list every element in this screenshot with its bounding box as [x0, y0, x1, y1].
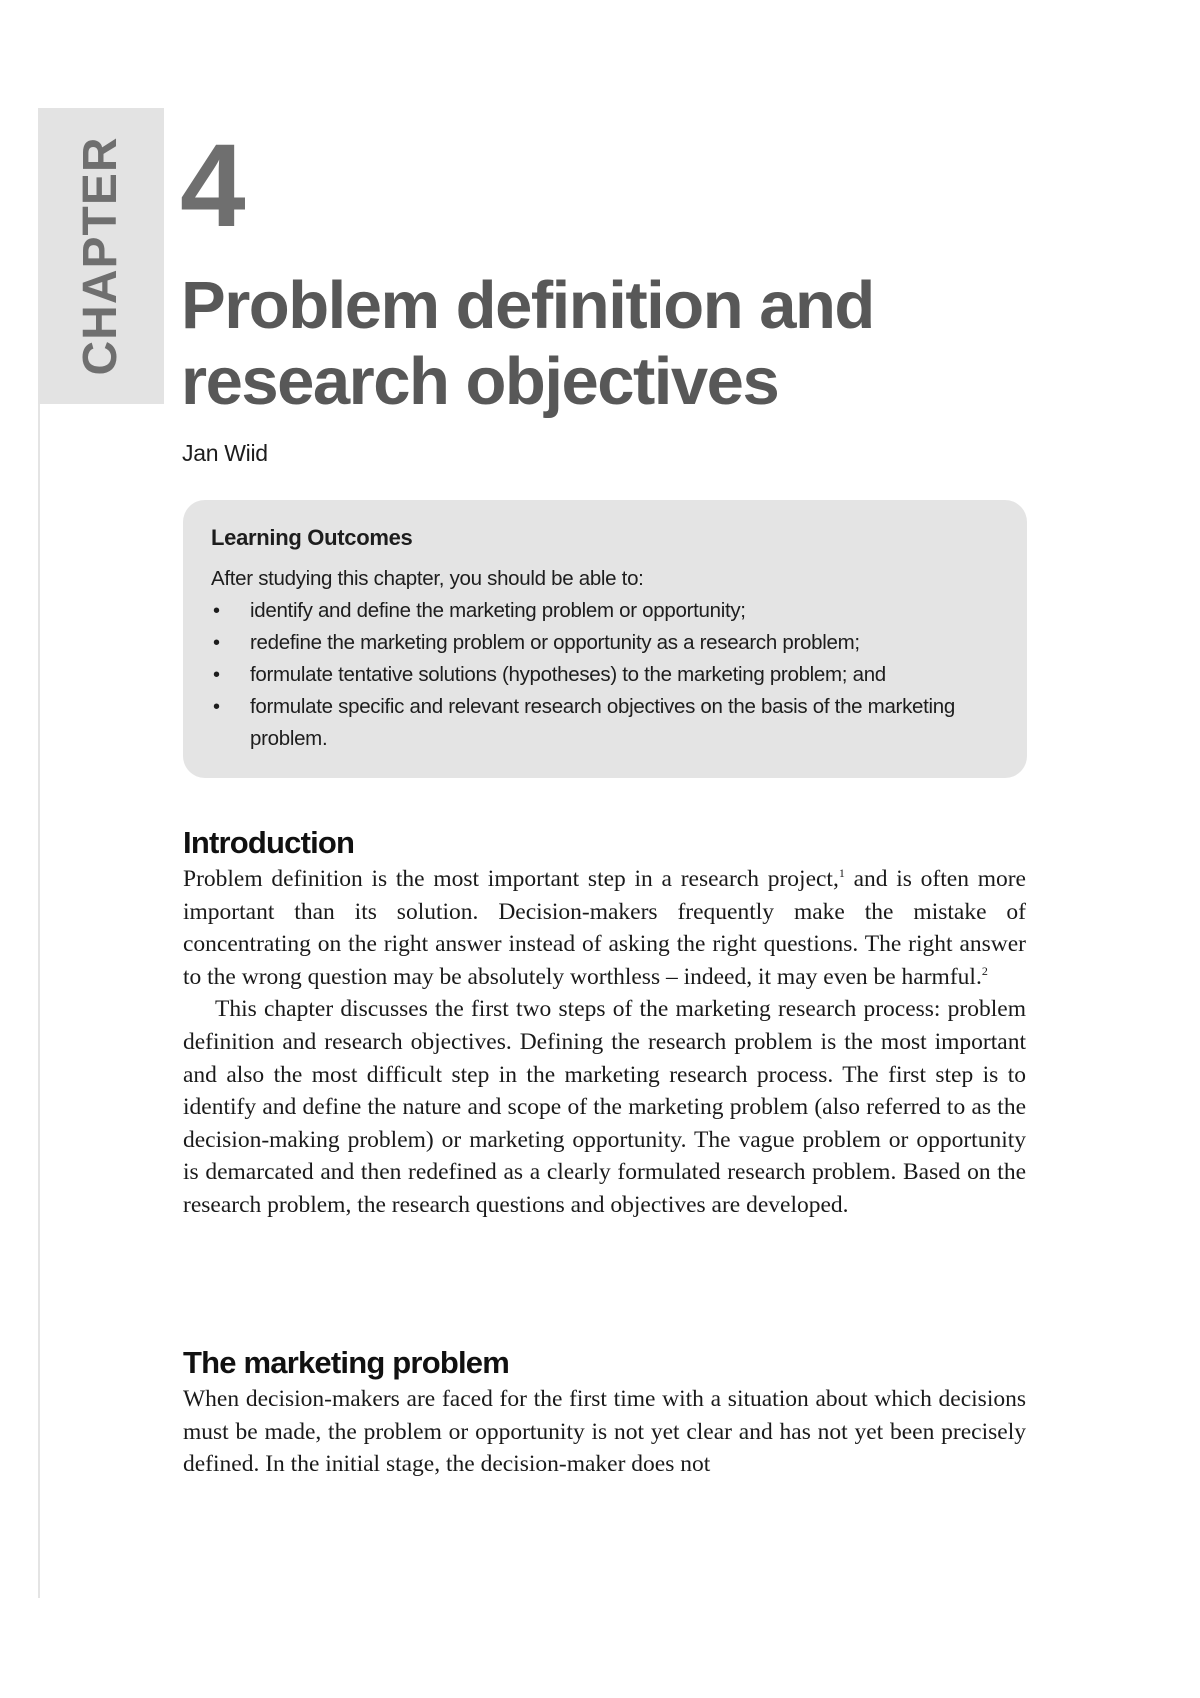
bullet-icon: • — [213, 632, 220, 654]
learning-outcomes-box — [183, 500, 1027, 778]
chapter-number: 4 — [180, 120, 244, 252]
list-item — [211, 627, 999, 659]
section-heading: Introduction — [183, 825, 355, 860]
bullet-icon: • — [213, 696, 220, 718]
marketing-problem-section — [183, 1343, 1026, 1481]
list-item — [211, 595, 999, 627]
bullet-icon: • — [213, 600, 220, 622]
introduction-section — [183, 823, 1026, 1222]
paragraph-text: Problem definition is the most important step in a research project, — [183, 866, 839, 892]
chapter-title-line: research objectives — [181, 344, 779, 419]
learning-outcomes-heading: Learning Outcomes — [211, 525, 413, 550]
learning-outcomes-intro: After studying this chapter, you should be able to: — [211, 567, 644, 590]
paragraph: This chapter discusses the first two steps of the marketing research process: problem definition and research objectives. Defining the research problem is the most important and also the most difficult step in the marketing research process. The first step is to identify and define the nature and scope of the marketing problem (also referred to as the decision-making problem) or marketing opportunity. The vague problem or opportunity is demarcated and then redefined as a clearly formulated research problem. Based on the research problem, the research questions and objectives are developed. — [183, 996, 1026, 1218]
paragraph: When decision-makers are faced for the first time with a situation about which decisions must be made, the problem or opportunity is not yet clear and has not yet been precisely defined. In the initial stage, the decision-maker does not — [183, 1386, 1026, 1478]
list-item — [211, 659, 999, 691]
author-name: Jan Wiid — [182, 440, 268, 466]
footnote-ref: 2 — [981, 963, 988, 978]
paragraph-text: and is often more important than its solution. Decision-makers frequently make the mistake of concentrating on the right answer instead of asking the right questions. The right answer to the wrong question may be absolutely worthless – indeed, it may even be harmful. — [183, 866, 1026, 990]
list-item-text: identify and define the marketing problem or opportunity; — [250, 599, 746, 622]
list-item-text: formulate tentative solutions (hypotheses) to the marketing problem; and — [250, 663, 886, 686]
bullet-icon: • — [213, 664, 220, 686]
learning-outcomes-list — [211, 595, 999, 755]
footnote-ref: 1 — [838, 866, 845, 881]
section-heading: The marketing problem — [183, 1345, 509, 1380]
chapter-title-line: Problem definition and — [181, 268, 874, 343]
list-item-text: formulate specific and relevant research objectives on the basis of the marketing problem. — [250, 695, 955, 750]
chapter-label: CHAPTER — [74, 136, 127, 376]
chapter-title — [181, 268, 981, 420]
paragraph — [183, 863, 1026, 993]
list-item — [211, 691, 999, 755]
list-item-text: redefine the marketing problem or opportunity as a research problem; — [250, 631, 860, 654]
